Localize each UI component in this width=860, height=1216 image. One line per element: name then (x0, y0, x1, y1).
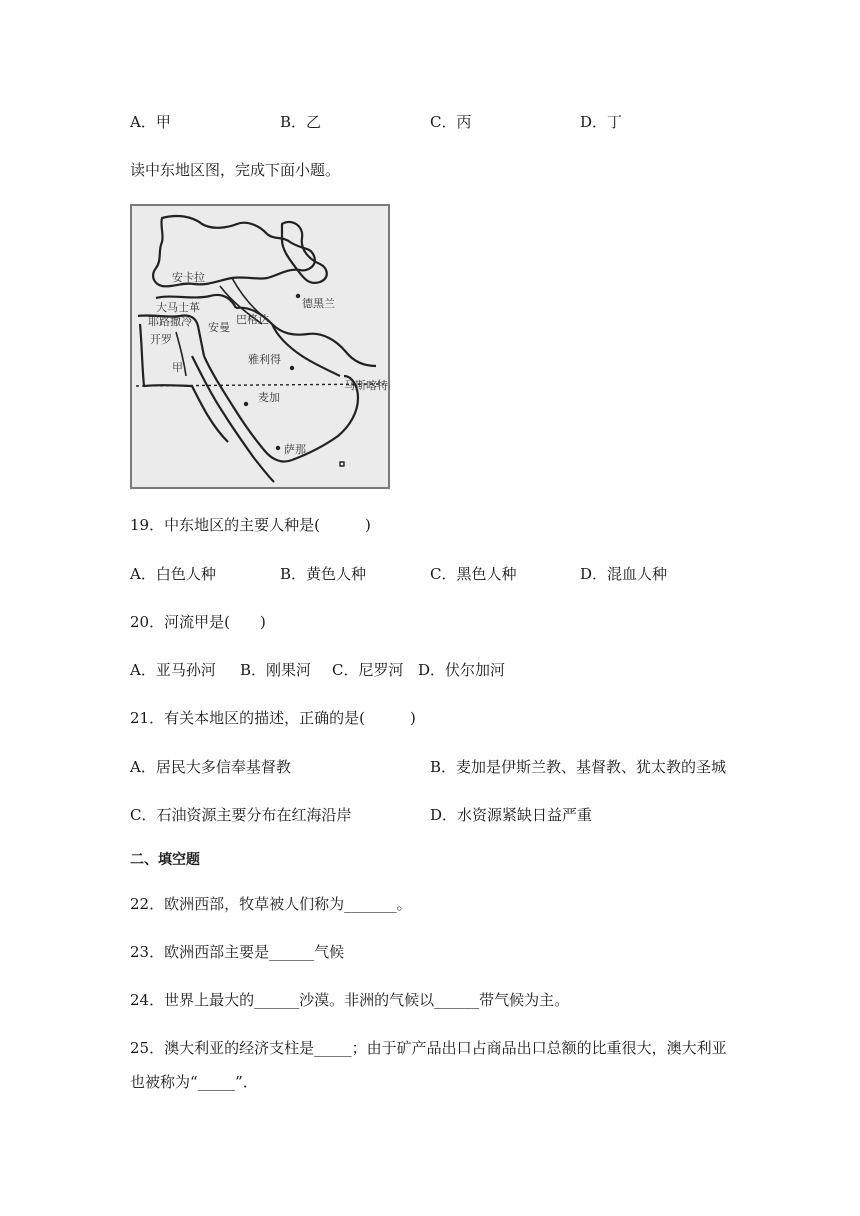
q20-option-b: B．刚果河 (240, 661, 312, 679)
q18-option-c: C．丙 (430, 113, 472, 131)
middle-east-map (130, 204, 390, 489)
q21-option-c: C．石油资源主要分布在红海沿岸 (130, 806, 352, 824)
label-cairo: 开罗 (150, 333, 172, 346)
label-amman: 安曼 (208, 321, 230, 334)
label-damascus: 大马士革 (156, 301, 200, 314)
riyadh-dot (290, 366, 294, 370)
label-tehran: 德黑兰 (302, 297, 335, 310)
q18-option-b: B．乙 (280, 113, 322, 131)
q21-option-b: B．麦加是伊斯兰教、基督教、犹太教的圣城 (430, 758, 727, 776)
q19-option-a: A．白色人种 (130, 565, 216, 583)
label-mecca: 麦加 (258, 391, 280, 404)
q20-option-d: D．伏尔加河 (418, 661, 506, 679)
q19-option-d: D．混血人种 (580, 565, 668, 583)
q19-option-c: C．黑色人种 (430, 565, 517, 583)
label-baghdad: 巴格达 (236, 313, 269, 326)
label-sanaa: 萨那 (284, 443, 306, 456)
q21-option-d: D．水资源紧缺日益严重 (430, 806, 593, 824)
q23-text: 23．欧洲西部主要是______气候 (130, 943, 345, 961)
section-fill-in-heading: 二、填空题 (130, 852, 200, 868)
label-jerusalem: 耶路撒冷 (148, 315, 192, 328)
sanaa-dot (276, 446, 280, 450)
q20-stem: 20．河流甲是( ) (130, 613, 266, 631)
mecca-dot (244, 402, 248, 406)
q22-text: 22．欧洲西部，牧草被人们称为_______。 (130, 895, 412, 913)
tehran-dot (296, 294, 300, 298)
label-muscat: 马斯喀特 (344, 379, 388, 392)
q25-text-line1: 25．澳大利亚的经济支柱是_____；由于矿产品出口占商品出口总额的比重很大，澳大利亚 (130, 1039, 727, 1057)
q19-stem: 19．中东地区的主要人种是( ) (130, 516, 371, 534)
q21-stem: 21．有关本地区的描述，正确的是( ) (130, 709, 416, 727)
q24-text: 24．世界上最大的______沙漠。非洲的气候以______带气候为主。 (130, 991, 570, 1009)
q25-text-line2: 也被称为“_____”． (130, 1073, 258, 1091)
q18-option-a: A．甲 (130, 113, 171, 131)
q20-option-a: A．亚马孙河 (130, 661, 216, 679)
label-ankara: 安卡拉 (172, 271, 205, 284)
map-outline (132, 206, 388, 487)
q18-option-d: D．丁 (580, 113, 623, 131)
q20-option-c: C．尼罗河 (332, 661, 404, 679)
q19-option-b: B．黄色人种 (280, 565, 367, 583)
map-intro: 读中东地区图，完成下面小题。 (130, 161, 341, 179)
q21-option-a: A．居民大多信奉基督教 (130, 758, 291, 776)
label-riyadh: 雅利得 (248, 353, 281, 366)
label-river-jia: 甲 (172, 361, 183, 374)
